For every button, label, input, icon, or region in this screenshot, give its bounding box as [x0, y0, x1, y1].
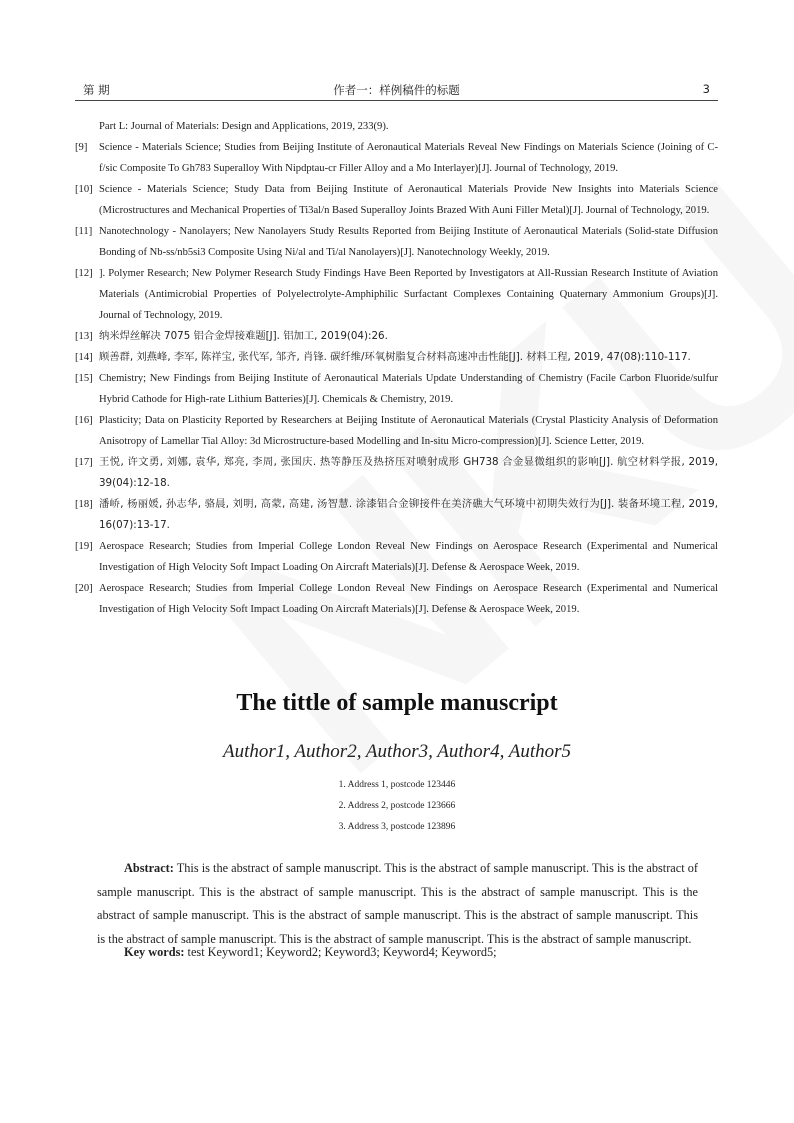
- reference-number: [20]: [75, 583, 93, 594]
- reference-text: Science - Materials Science; Studies from Beijing Institute of Aeronautical Materials Reveal New Findings on Materials Science (Joining of C-f/sic Composite To Gh783 Superalloy With Nipdptau-cr Filler Alloy and a Mo Interlayer)[J]. Journal of Technology, 2019.: [99, 142, 718, 174]
- reference-number: [16]: [75, 415, 93, 426]
- header-issue: 第 期: [83, 83, 110, 97]
- abstract-text: This is the abstract of sample manuscript. This is the abstract of sample manuscript. This is the abstract of sample manuscript. This is the abstract of sample manuscript. This is the abstract of sample manuscript. This is the abstract of sample manuscript. This is the abstract of sample manuscript. This is the abstract of sample manuscript. This is the abstract of sample manuscript. This is the abstract of sample manuscript. This is the abstract of sample manuscript.: [97, 861, 698, 946]
- abstract-paragraph: [97, 857, 698, 951]
- reference-item: [75, 137, 718, 179]
- reference-item: [75, 494, 718, 536]
- reference-text: 纳米焊丝解决 7075 铝合金焊接难题[J]. 铝加工, 2019(04):26.: [99, 330, 388, 342]
- reference-item: [75, 578, 718, 620]
- header-running-title: 作者一：样例稿件的标题: [333, 83, 460, 97]
- reference-text: ]. Polymer Research; New Polymer Research Study Findings Have Been Reported by Investigators at All-Russian Research Institute of Aviation Materials (Antimicrobial Properties of Polyelectrolyte-Amphiphilic Surfactant Complexes Containing Quaternary Ammonium Groups)[J]. Journal of Technology, 2019.: [99, 268, 718, 321]
- reference-text: Nanotechnology - Nanolayers; New Nanolayers Study Results Reported from Beijing Institute of Aeronautical Materials (Solid-state Diffusion Bonding of Nb-ss/nb5si3 Composite Using Ni/al and Ti/al Nanolayers)[J]. Nanotechnology Weekly, 2019.: [99, 226, 718, 258]
- reference-item: [75, 116, 718, 137]
- reference-text: Part L: Journal of Materials: Design and Applications, 2019, 233(9).: [99, 121, 389, 132]
- address-1: 1. Address 1, postcode 123446: [338, 780, 456, 790]
- reference-text: Aerospace Research; Studies from Imperial College London Reveal New Findings on Aerospace Research (Experimental and Numerical Investigation of High Velocity Soft Impact Loading On Aircraft Materials)[J]. Defense & Aerospace Week, 2019.: [99, 583, 718, 615]
- reference-number: [9]: [75, 142, 88, 153]
- reference-item: [75, 221, 718, 263]
- reference-list: [75, 116, 718, 620]
- reference-number: [12]: [75, 268, 93, 279]
- reference-item: [75, 263, 718, 326]
- reference-item: [75, 326, 718, 347]
- reference-text: 顾善群, 刘燕峰, 李军, 陈祥宝, 张代军, 邹齐, 肖锋. 碳纤维/环氧树脂复合材料高速冲击性能[J]. 材料工程, 2019, 47(08):110-117.: [99, 351, 691, 363]
- reference-number: [19]: [75, 541, 93, 552]
- paper-title: The tittle of sample manuscript: [236, 690, 558, 716]
- abstract-label: Abstract:: [124, 861, 174, 875]
- keywords-paragraph: [97, 941, 698, 965]
- reference-number: [18]: [75, 499, 93, 510]
- reference-number: [15]: [75, 373, 93, 384]
- running-header: [75, 82, 718, 101]
- reference-text: Plasticity; Data on Plasticity Reported by Researchers at Beijing Institute of Aeronautical Materials (Crystal Plasticity Analysis of Deformation Anisotropy of Lamellar Tial Alloy: 3d Microstructure-based Modelling and In-situ Micro-compression)[J]. Science Letter, 2019.: [99, 415, 718, 447]
- keywords-label: Key words:: [124, 945, 185, 959]
- reference-item: [75, 452, 718, 494]
- reference-number: [17]: [75, 457, 93, 468]
- page-number: 3: [702, 82, 710, 96]
- reference-text: 潘峤, 杨丽媛, 孙志华, 骆晨, 刘明, 高蒙, 高建, 汤智慧. 涂漆铝合金铆接件在美济礁大气环境中初期失效行为[J]. 装备环境工程, 2019, 16(07):13-17.: [99, 498, 718, 531]
- reference-number: [14]: [75, 352, 93, 363]
- reference-item: [75, 536, 718, 578]
- reference-text: Chemistry; New Findings from Beijing Institute of Aeronautical Materials Update Understanding of Chemistry (Facile Carbon Fluoride/sulfur Hybrid Cathode for High-rate Lithium Batteries)[J]. Chemicals & Chemistry, 2019.: [99, 373, 718, 405]
- reference-number: [13]: [75, 331, 93, 342]
- reference-text: 王悦, 许文勇, 刘娜, 袁华, 郑亮, 李周, 张国庆. 热等静压及热挤压对喷射成形 GH738 合金显微组织的影响[J]. 航空材料学报, 2019, 39(04):12-18.: [99, 456, 718, 489]
- keywords-text: test Keyword1; Keyword2; Keyword3; Keyword4; Keyword5;: [187, 945, 497, 959]
- author-list: Author1, Author2, Author3, Author4, Author5: [222, 741, 572, 762]
- address-3: 3. Address 3, postcode 123896: [338, 822, 456, 832]
- reference-item: [75, 347, 718, 368]
- reference-number: [11]: [75, 226, 93, 237]
- reference-number: [10]: [75, 184, 93, 195]
- reference-item: [75, 410, 718, 452]
- reference-item: [75, 179, 718, 221]
- address-2: 2. Address 2, postcode 123666: [338, 801, 456, 811]
- reference-text: Science - Materials Science; Study Data from Beijing Institute of Aeronautical Materials Provide New Insights into Materials Science (Microstructures and Mechanical Properties of Ti3al/n Based Superalloy Joints Brazed With Auni Filler Metal)[J]. Journal of Technology, 2019.: [99, 184, 718, 216]
- reference-text: Aerospace Research; Studies from Imperial College London Reveal New Findings on Aerospace Research (Experimental and Numerical Investigation of High Velocity Soft Impact Loading On Aircraft Materials)[J]. Defense & Aerospace Week, 2019.: [99, 541, 718, 573]
- reference-item: [75, 368, 718, 410]
